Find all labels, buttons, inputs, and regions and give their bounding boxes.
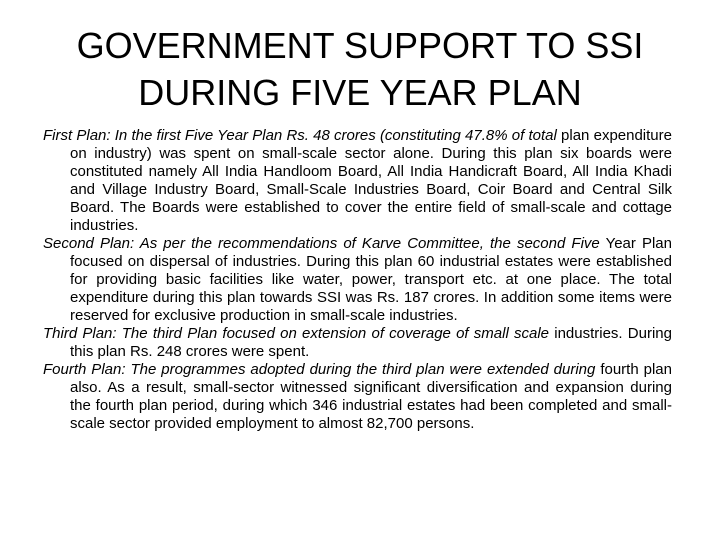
paragraph-text: Year Plan focused on dispersal of industries. During this plan 60 industrial estates were established for providing basic facilities like water, power, transport etc. at one place. The total expenditure during this plan towards SSI was Rs. 187 crores. In addition some items were reserved for exclusive production in small-scale industries. xyxy=(70,235,672,324)
paragraph-lead: Second Plan: As per the recommendations of Karve Committee, the second Five xyxy=(43,235,600,252)
paragraph-lead: First Plan: In the first Five Year Plan Rs. 48 crores (constituting 47.8% of total xyxy=(43,127,557,144)
slide-title xyxy=(40,22,680,116)
paragraph-third-plan xyxy=(43,325,672,361)
paragraph-first-plan xyxy=(43,127,672,235)
title-line-2: DURING FIVE YEAR PLAN xyxy=(138,72,582,113)
paragraph-text: plan expenditure on industry) was spent on small-scale sector alone. During this plan six boards were constituted namely All India Handloom Board, All India Handicraft Board, All India Khadi and Village Industry Board, Small-Scale Industries Board, Coir Board and Central Silk Board. The Boards were established to cover the entire field of small-scale and cottage industries. xyxy=(70,127,672,234)
paragraph-lead: Third Plan: The third Plan focused on extension of coverage of small scale xyxy=(43,325,550,342)
title-line-1: GOVERNMENT SUPPORT TO SSI xyxy=(76,25,644,66)
slide-body xyxy=(43,127,672,433)
paragraph-text: industries. During this plan Rs. 248 crores were spent. xyxy=(70,325,672,360)
paragraph-lead: Fourth Plan: The programmes adopted during the third plan were extended during xyxy=(43,361,596,378)
paragraph-fourth-plan xyxy=(43,361,672,433)
paragraph-text: fourth plan also. As a result, small-sector witnessed significant diversification and expansion during the fourth plan period, during which 346 industrial estates had been completed and small-scale sector provided employment to almost 82,700 persons. xyxy=(70,361,672,432)
paragraph-second-plan xyxy=(43,235,672,325)
